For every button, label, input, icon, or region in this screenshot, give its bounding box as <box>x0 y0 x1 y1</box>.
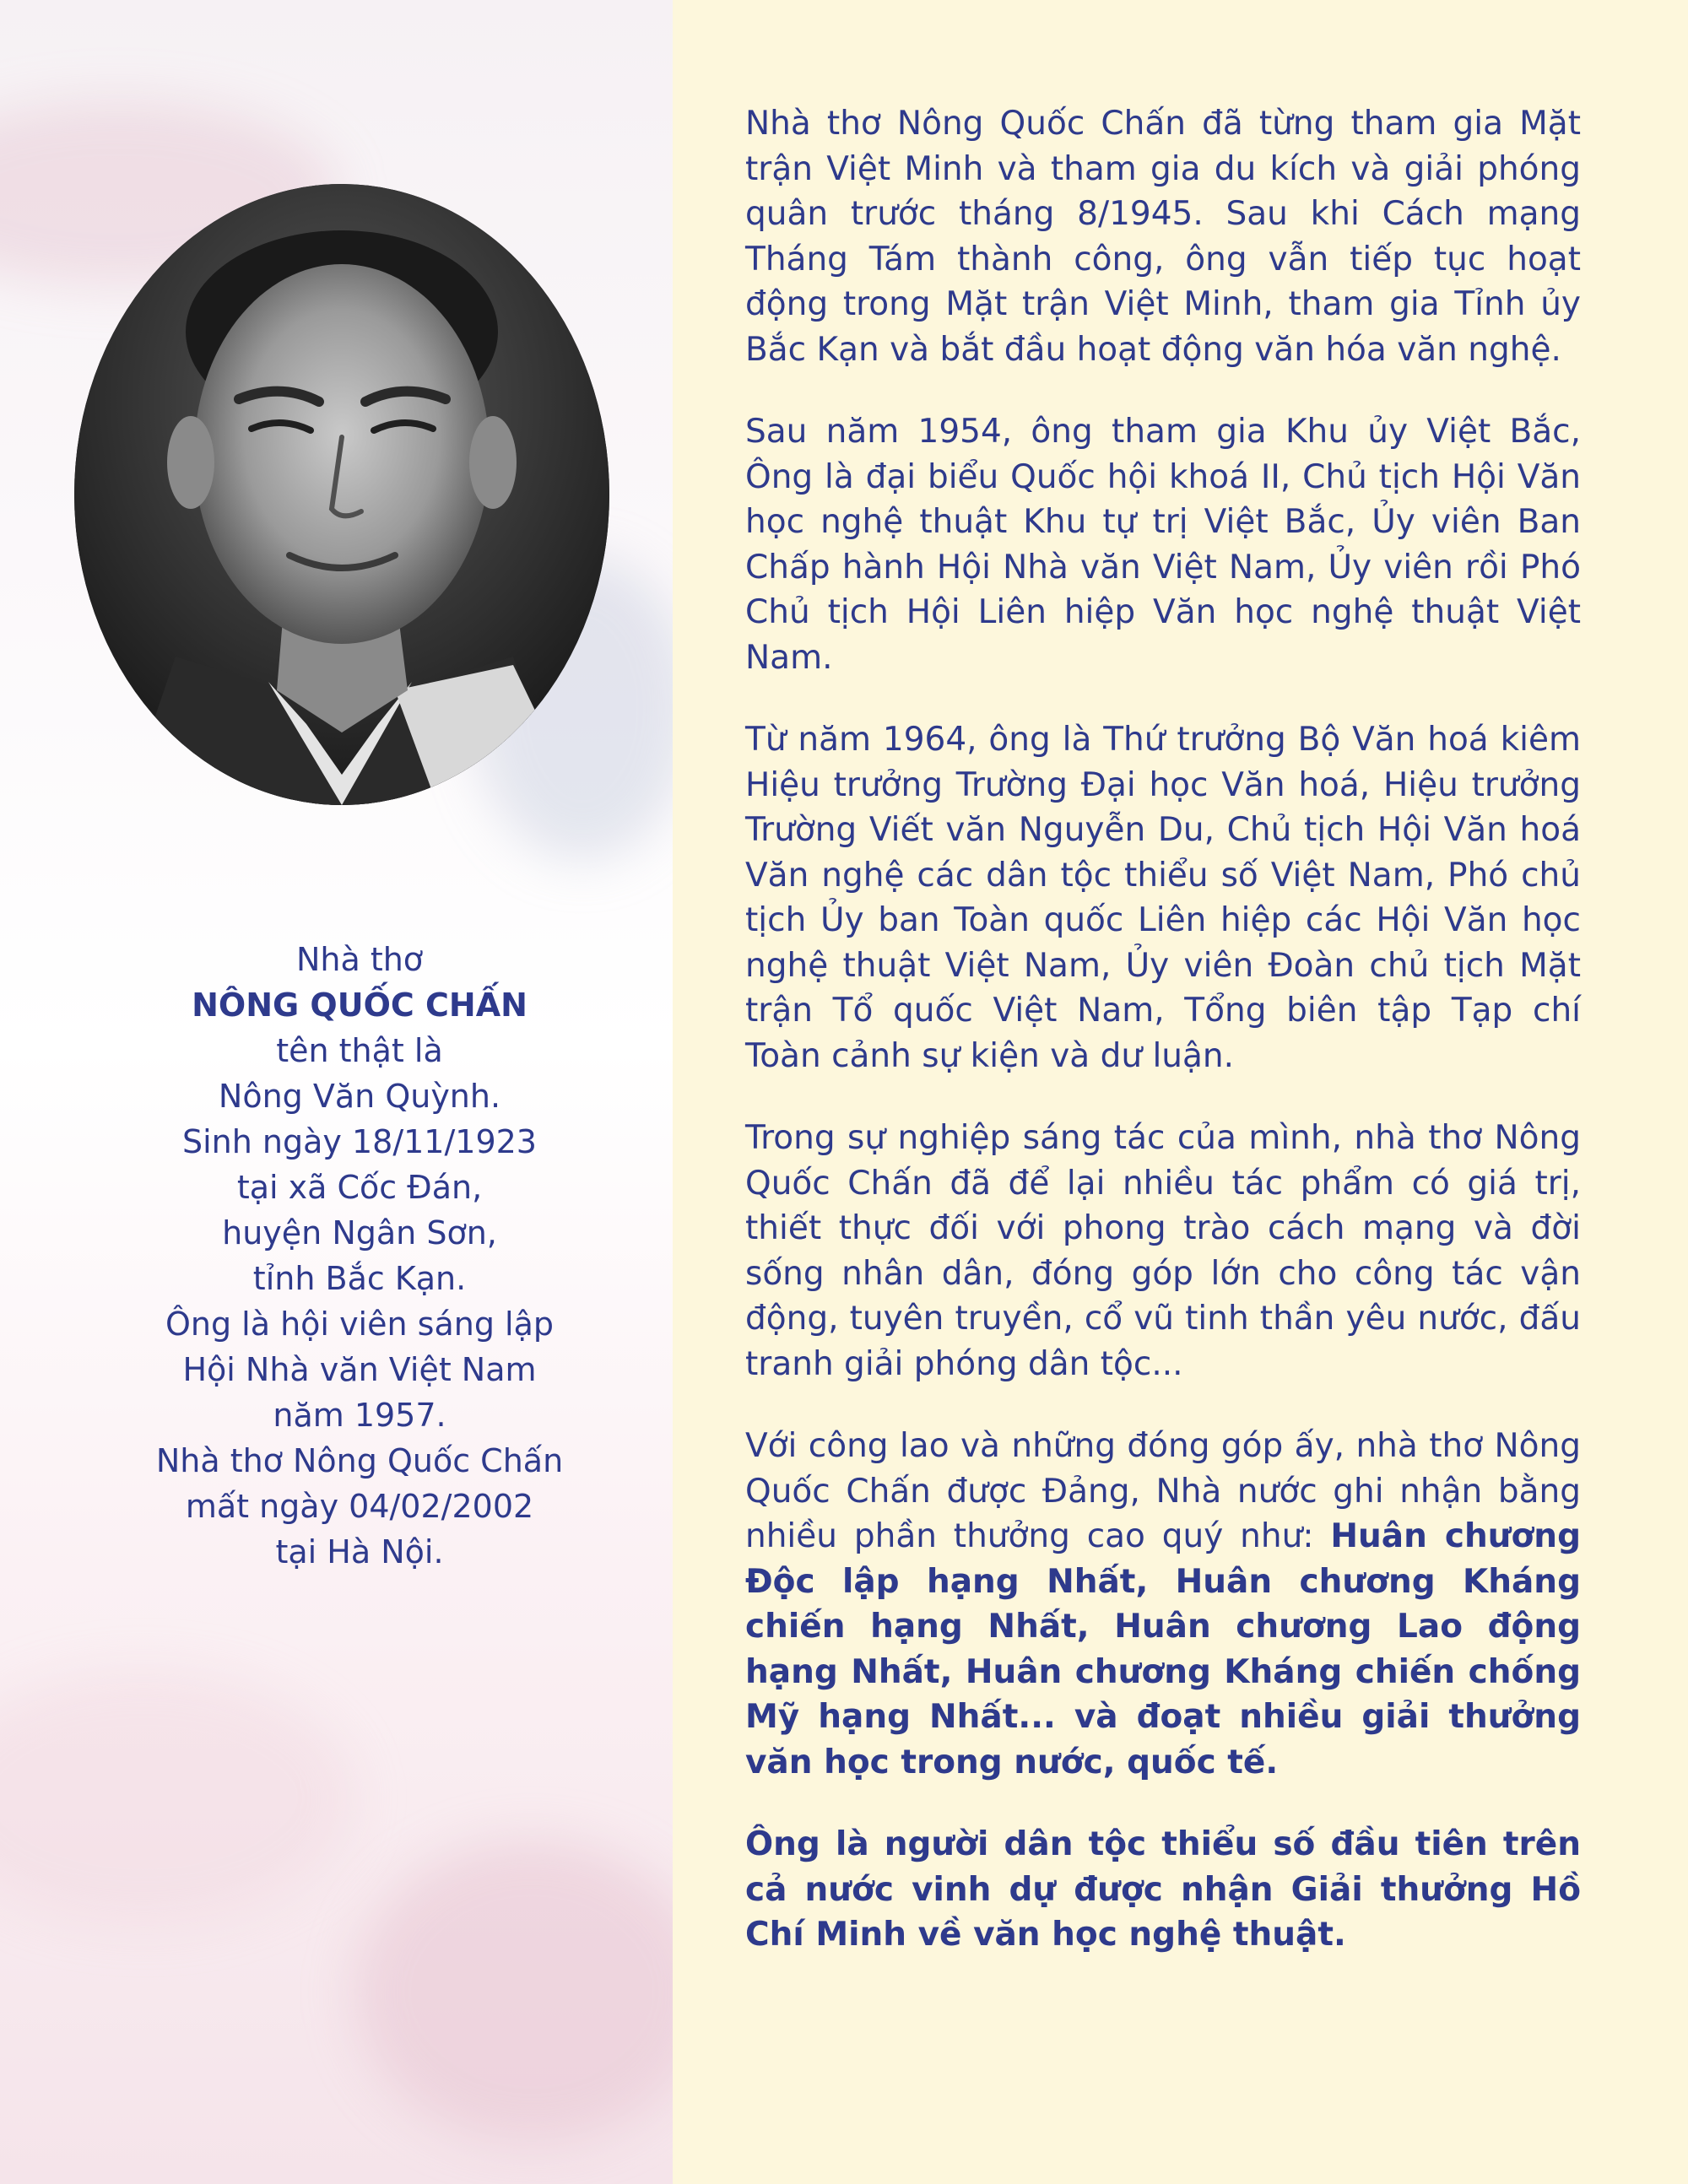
caption-line: Nhà thơ <box>295 941 424 978</box>
caption-line: Hội Nhà văn Việt Nam <box>182 1351 537 1388</box>
left-panel <box>0 0 673 2184</box>
caption-line: tại Hà Nội. <box>275 1533 444 1570</box>
paragraph-from-1964: Từ năm 1964, ông là Thứ trưởng Bộ Văn hoá kiêm Hiệu trưởng Trường Đại học Văn hoá, Hiệu trưởng Trường Viết văn Nguyễn Du, Chủ tịch Hội Văn hoá Văn nghệ các dân tộc thiểu số Việt Nam, Phó chủ tịch Ủy ban Toàn quốc Liên hiệp các Hội Văn học nghệ thuật Việt Nam, Ủy viên Đoàn chủ tịch Mặt trận Tổ quốc Việt Nam, Tổng biên tập Tạp chí Toàn cảnh sự kiện và dư luận. <box>745 721 1581 1075</box>
caption-line: Ông là hội viên sáng lập <box>165 1306 554 1343</box>
caption-line: mất ngày 04/02/2002 <box>185 1488 534 1525</box>
caption-line: Nhà thơ Nông Quốc Chấn <box>155 1442 564 1479</box>
watercolor-wash <box>354 1840 673 2143</box>
awards-list: Huân chương Độc lập hạng Nhất, Huân chương Kháng chiến hạng Nhất, Huân chương Lao động hạng Nhất, Huân chương Kháng chiến chống Mỹ hạng Nhất... và đoạt nhiều giải thưởng văn học trong nước, quốc tế. <box>745 1517 1581 1781</box>
paragraph-literary-career: Trong sự nghiệp sáng tác của mình, nhà thơ Nông Quốc Chấn đã để lại nhiều tác phẩm có giá trị, thiết thực đối với phong trào cách mạng và đời sống nhân dân, đóng góp lớn cho công tác vận động, tuyên truyền, cổ vũ tinh thần yêu nước, đấu tranh giải phóng dân tộc... <box>745 1119 1581 1383</box>
paragraph-after-1954: Sau năm 1954, ông tham gia Khu ủy Việt Bắc, Ông là đại biểu Quốc hội khoá II, Chủ tịch Hội Văn học nghệ thuật Khu tự trị Việt Bắc, Ủy viên Ban Chấp hành Hội Nhà văn Việt Nam, Ủy viên rồi Phó Chủ tịch Hội Liên hiệp Văn học nghệ thuật Việt Nam. <box>745 413 1581 677</box>
caption-line: tên thật là <box>276 1032 443 1069</box>
watercolor-wash <box>0 1671 354 1924</box>
paragraph-awards <box>745 1424 1581 1785</box>
caption-line: Sinh ngày 18/11/1923 <box>181 1123 537 1160</box>
poet-bio-caption <box>51 937 668 1575</box>
caption-line: huyện Ngân Sơn, <box>222 1214 497 1251</box>
paragraph-early-career: Nhà thơ Nông Quốc Chấn đã từng tham gia Mặt trận Việt Minh và tham gia du kích và giải phóng quân trước tháng 8/1945. Sau khi Cách mạng Tháng Tám thành công, ông vẫn tiếp tục hoạt động trong Mặt trận Việt Minh, tham gia Tỉnh ủy Bắc Kạn và bắt đầu hoạt động văn hóa văn nghệ. <box>745 105 1581 369</box>
caption-line: tại xã Cốc Đán, <box>236 1169 483 1206</box>
caption-line: Nông Văn Quỳnh. <box>218 1078 501 1115</box>
caption-line: tỉnh Bắc Kạn. <box>252 1260 467 1297</box>
caption-line: năm 1957. <box>273 1397 446 1434</box>
poet-portrait <box>74 184 609 805</box>
poet-name: NÔNG QUỐC CHẤN <box>192 987 528 1024</box>
paragraph-ho-chi-minh-prize: Ông là người dân tộc thiểu số đầu tiên trên cả nước vinh dự được nhận Giải thưởng Hồ Chí Minh về văn học nghệ thuật. <box>745 1825 1581 1954</box>
awards-intro: Với công lao và những đóng góp ấy, nhà thơ Nông Quốc Chấn được Đảng, Nhà nước ghi nhận bằng nhiều phần thưởng cao quý như: <box>745 1427 1581 1555</box>
biography-article <box>745 101 1581 1995</box>
